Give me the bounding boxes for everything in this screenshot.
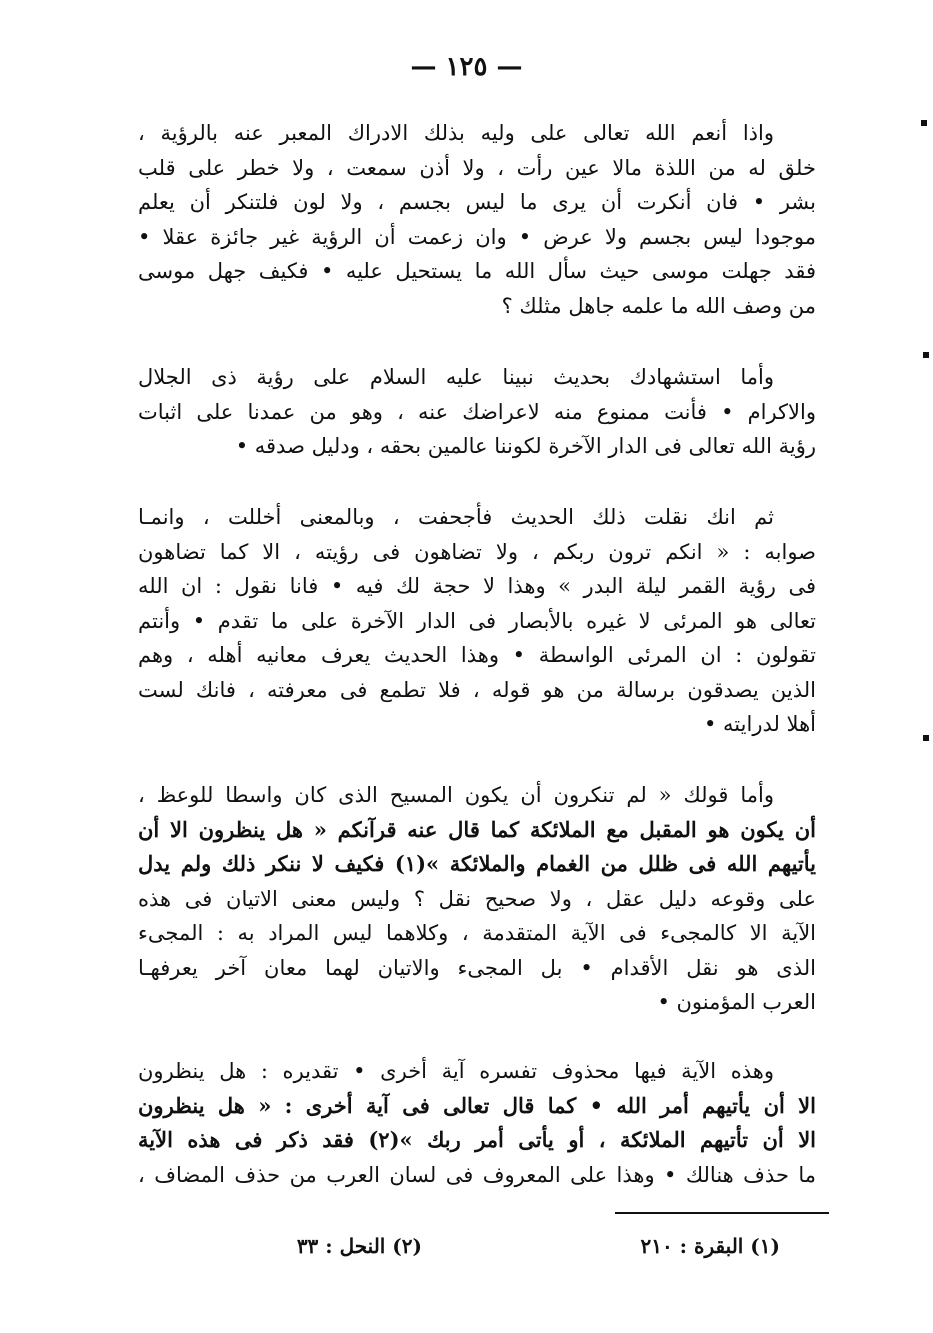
paragraph-omitted-word bbox=[138, 1054, 816, 1192]
footnote-2: (٢) النحل : ٣٣ bbox=[296, 1234, 422, 1258]
text-line: والاكرام • فأنت ممنوع منه لاعراضك عنه ، وهو من عمدنا على اثبات bbox=[138, 399, 816, 424]
text-line: الا أن تأتيهم الملائكة ، أو يأتى أمر ربك »(٢) فقد ذكر فى هذه الآية bbox=[138, 1127, 816, 1152]
footnote-divider bbox=[615, 1212, 829, 1214]
text-line: على وقوعه دليل عقل ، ولا صحيح نقل ؟ وليس معنى الاتيان فى هذه bbox=[138, 886, 816, 911]
text-line: موجودا ليس بجسم ولا عرض • وان زعمت أن الرؤية غير جائزة عقلا • bbox=[138, 224, 816, 249]
text-line: فى رؤية القمر ليلة البدر » وهذا لا حجة لك فيه • فانا نقول : ان الله bbox=[138, 574, 816, 598]
text-line: أن يكون هو المقبل مع الملائكة كما قال عنه قرآنكم « هل ينظرون الا أن bbox=[138, 816, 816, 842]
footnote-1: (١) البقرة : ٢١٠ bbox=[640, 1234, 780, 1258]
text-line: رؤية الله تعالى فى الدار الآخرة لكوننا عالمين بحقه ، ودليل صدقه • bbox=[235, 434, 816, 458]
text-line: يأتيهم الله فى ظلل من الغمام والملائكة »(١) فكيف لا ننكر ذلك ولم يدل bbox=[138, 851, 816, 876]
text-line: الذين يصدقون برسالة من هو قوله ، فلا تطمع فى معرفته ، فانك لست bbox=[138, 677, 816, 702]
text-line: وأما قولك « لم تنكرون أن يكون المسيح الذى كان واسطا للوعظ ، bbox=[138, 783, 774, 807]
text-line: من وصف الله ما علمه جاهل مثلك ؟ bbox=[501, 293, 816, 318]
margin-mark bbox=[921, 120, 927, 126]
text-line: ما حذف هنالك • وهذا على المعروف فى لسان العرب من حذف المضاف ، bbox=[138, 1162, 816, 1187]
text-line: وهذه الآية فيها محذوف تفسره آية أخرى • تقديره : هل ينظرون bbox=[138, 1059, 774, 1083]
text-line: العرب المؤمنون • bbox=[657, 990, 816, 1014]
paragraph-prophet-hadith bbox=[138, 360, 816, 464]
text-line: أهلا لدرايته • bbox=[703, 712, 816, 736]
text-line: بشر • فان أنكرت أن يرى ما ليس بجسم ، ولا لون فلتنكر أن يعلم bbox=[138, 190, 816, 214]
paragraph-hadith-correction bbox=[138, 500, 816, 742]
paragraph-messiah-argument bbox=[138, 778, 816, 1020]
text-line: ثم انك نقلت ذلك الحديث فأجحفت ، وبالمعنى أخللت ، وانمـا bbox=[138, 505, 774, 529]
text-line: الآية الا كالمجىء فى الآية المتقدمة ، وكلاهما ليس المراد به : المجىء bbox=[138, 921, 816, 945]
text-line: الذى هو نقل الأقدام • بل المجىء والاتيان لهما معان آخر يعرفهـا bbox=[138, 955, 816, 980]
text-line: صوابه : « انكم ترون ربكم ، ولا تضاهون فى رؤيته ، الا كما تضاهون bbox=[138, 539, 816, 564]
text-line: خلق له من اللذة مالا عين رأت ، ولا أذن سمعت ، ولا خطر على قلب bbox=[138, 155, 816, 180]
text-line: واذا أنعم الله تعالى على وليه بذلك الادراك المعبر عنه بالرؤية ، bbox=[138, 121, 774, 145]
text-line: تعالى هو المرئى لا غيره بالأبصار فى الدار الآخرة على ما تقدم • وأنتم bbox=[138, 608, 816, 633]
paragraph-vision-pleasure bbox=[138, 116, 816, 323]
text-line: فقد جهلت موسى حيث سأل الله ما يستحيل عليه • فكيف جهل موسى bbox=[138, 259, 816, 283]
text-line: تقولون : ان المرئى الواسطة • وهذا الحديث يعرف معانيه أهله ، وهم bbox=[138, 643, 816, 667]
margin-mark bbox=[923, 735, 929, 741]
page-number: — ١٢٥ — bbox=[410, 52, 523, 82]
text-line: الا أن يأتيهم أمر الله • كما قال تعالى فى آية أخرى : « هل ينظرون bbox=[138, 1092, 816, 1118]
text-line: وأما استشهادك بحديث نبينا عليه السلام على رؤية ذى الجلال bbox=[138, 365, 774, 389]
margin-mark bbox=[923, 352, 929, 358]
